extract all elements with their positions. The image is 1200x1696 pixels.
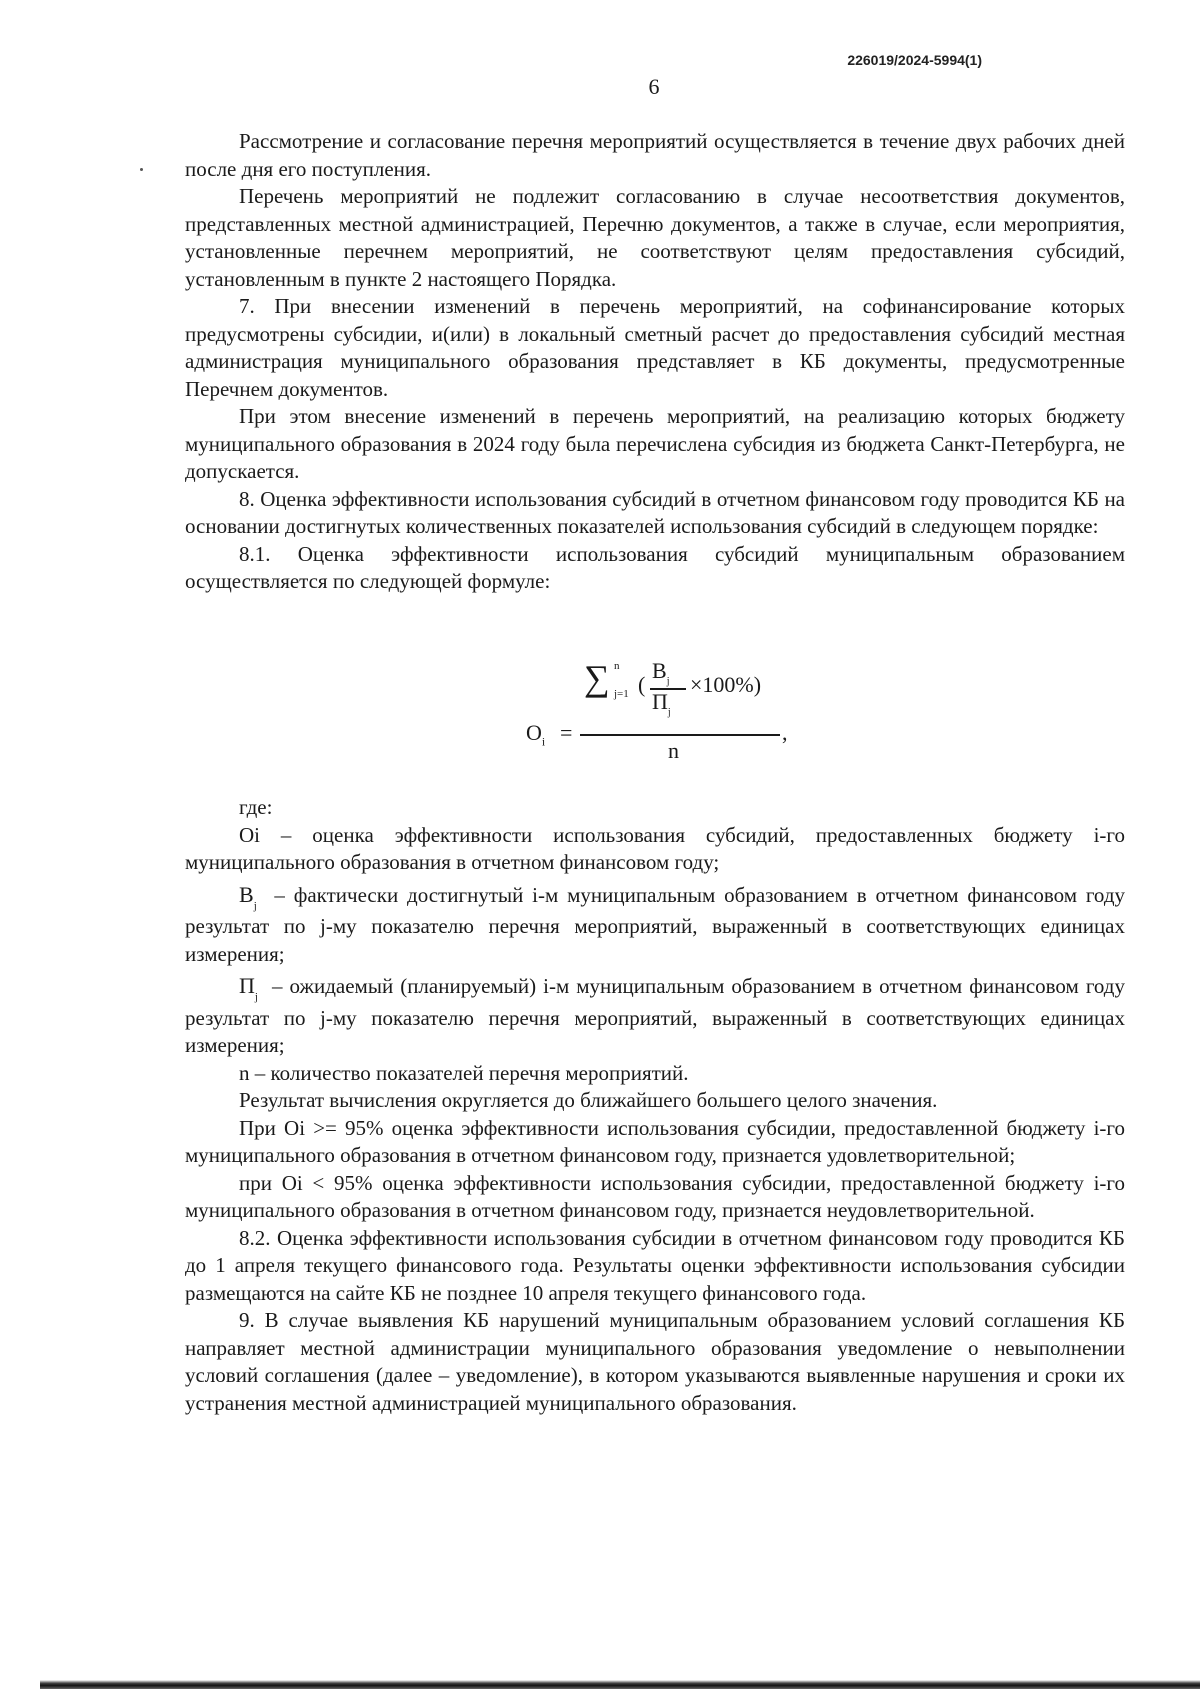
paragraph-8-2: 8.2. Оценка эффективности использования субсидии в отчетном финансовом году проводится КБ до 1 апреля текущего финансового года. Результаты оценки эффективности использования субсидии размещаются на сайте КБ не позднее 10 апреля текущего финансового года. <box>185 1225 1125 1305</box>
formula-main-fraction-bar <box>580 734 780 736</box>
definition-n: n – количество показателей перечня мероприятий. <box>239 1060 689 1085</box>
definition-oi: Оi – оценка эффективности использования субсидий, предоставленных бюджету i-го муниципального образования в отчетном финансовом году; <box>185 822 1125 874</box>
sigma-upper-limit: n <box>614 660 620 672</box>
efficiency-formula <box>520 658 800 768</box>
body-text-upper <box>185 128 1125 596</box>
formula-paren: ( <box>638 672 646 697</box>
definition-v: $В_j$ – фактически достигнутый i-м муниципальным образованием в отчетном финансовом году результат по j-му показателю перечня мероприятий, выраженный в соответствующих единицах измерения; <box>185 881 1125 966</box>
scan-bottom-edge <box>40 1680 1200 1689</box>
sigma-lower-limit: j=1 <box>614 688 629 700</box>
definition-p: $П_j$ – ожидаемый (планируемый) i-м муниципальным образованием в отчетном финансовом году результат по j-му показателю перечня мероприятий, выраженный в соответствующих единицах измерения; <box>185 973 1125 1057</box>
paragraph-7: 7. При внесении изменений в перечень мероприятий, на софинансирование которых предусмотрены субсидии, и(или) в локальный сметный расчет до предоставления субсидий местная администрация муниципального образования представляет в КБ документы, предусмотренные Перечнем документов. <box>185 294 1125 401</box>
formula-n-denominator: n <box>668 738 679 763</box>
scan-speck <box>140 168 143 171</box>
formula-lhs: $О_i$ <box>526 720 546 749</box>
paragraph-changes-forbidden: При этом внесение изменений в перечень мероприятий, на реализацию которых бюджету муниципального образования в 2024 году была перечислена субсидия из бюджета Санкт-Петербурга, не допускается. <box>185 404 1125 483</box>
rounding-rule: Результат вычисления округляется до ближайшего большего целого значения. <box>239 1088 938 1112</box>
symbol-v: $В_j$ <box>239 881 257 912</box>
sigma-symbol: ∑ <box>584 658 610 698</box>
formula-numerator: $В_j$ <box>652 658 670 687</box>
formula-equals: = <box>560 720 573 745</box>
paragraph-9: 9. В случае выявления КБ нарушений муниципальным образованием условий соглашения КБ направляет местной администрации муниципального образования уведомление о невыполнении условий соглашения (далее – уведомление), в котором указываются выявленные нарушения и сроки их устранения местной администрацией муниципального образования. <box>185 1308 1125 1415</box>
where-label: где: <box>239 795 273 819</box>
formula-denominator: $П_j$ <box>652 689 671 718</box>
formula-comma: , <box>782 720 788 745</box>
symbol-p: $П_j$ <box>239 973 258 1003</box>
formula-times-percent: ×100%) <box>690 672 762 697</box>
body-text-lower <box>185 794 1125 1417</box>
paragraph-satisfactory: При Оi >= 95% оценка эффективности использования субсидии, предоставленной бюджету i-го муниципального образования в отчетном финансовом году, признается удовлетворительной; <box>185 1115 1125 1167</box>
paragraph-unsatisfactory: при Оi < 95% оценка эффективности использования субсидии, предоставленной бюджету i-го муниципального образования в отчетном финансовом году, признается неудовлетворительной. <box>185 1170 1125 1222</box>
page-number: 6 <box>648 74 660 99</box>
paragraph-8: 8. Оценка эффективности использования субсидий в отчетном финансовом году проводится КБ на основании достигнутых количественных показателей использования субсидий в следующем порядке: <box>185 486 1125 538</box>
paragraph-not-approved: Перечень мероприятий не подлежит согласованию в случае несоответствия документов, представленных местной администрацией, Перечню документов, а также в случае, если мероприятия, установленные перечнем мероприятий, не соответствуют целям предоставления субсидий, установленным в пункте 2 настоящего Порядка. <box>185 184 1125 291</box>
paragraph-8-1: 8.1. Оценка эффективности использования субсидий муниципальным образованием осуществляется по следующей формуле: <box>185 541 1125 593</box>
paragraph-review: Рассмотрение и согласование перечня мероприятий осуществляется в течение двух рабочих дней после дня его поступления. <box>185 129 1125 181</box>
document-id: 226019/2024-5994(1) <box>847 52 982 68</box>
